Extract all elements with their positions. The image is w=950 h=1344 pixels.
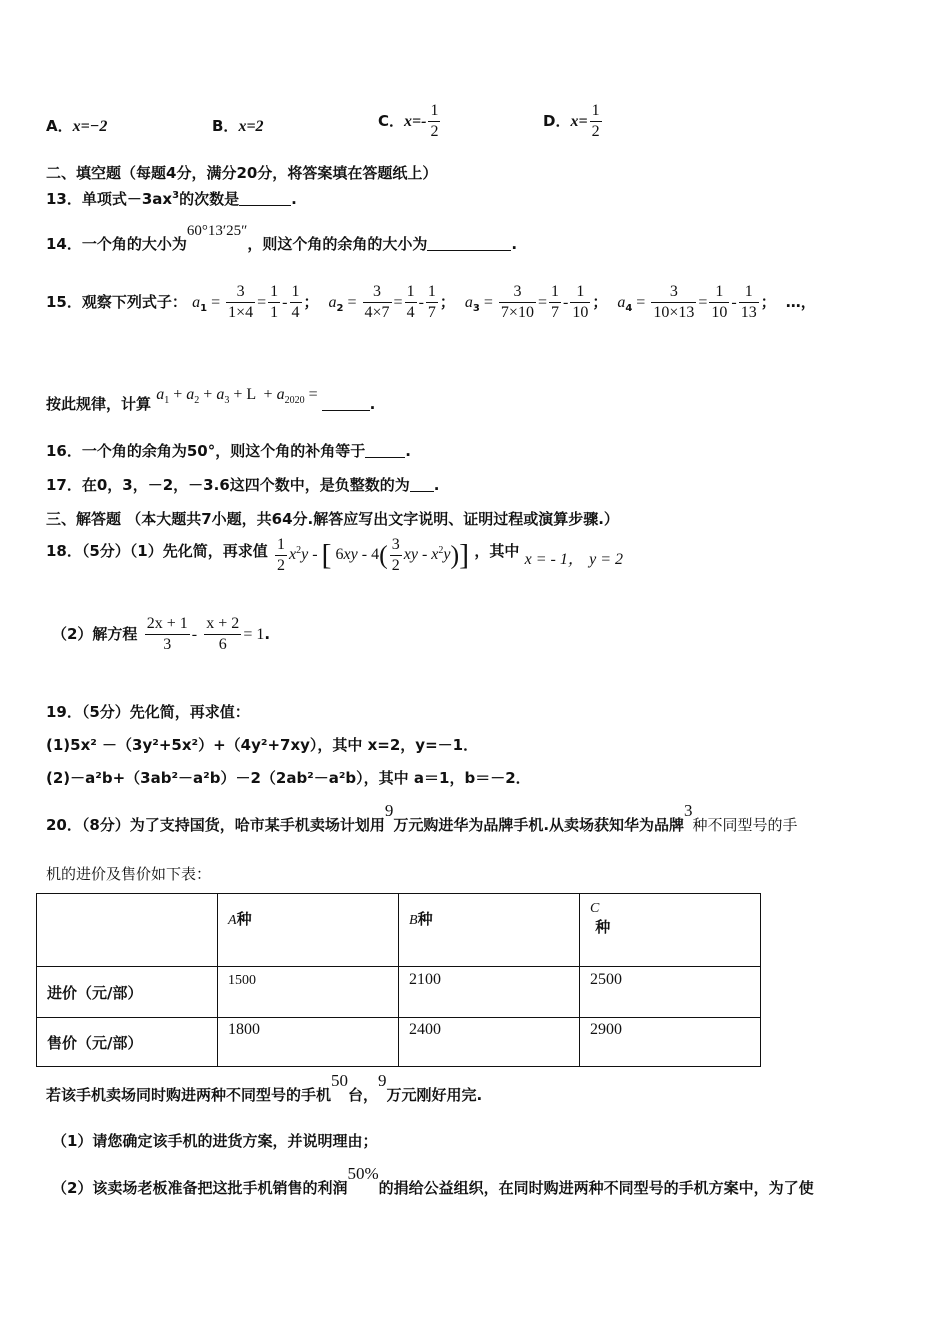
q15-answer-blank	[322, 396, 370, 411]
table-header-cell	[37, 894, 218, 967]
q15-term: $a_2$ = $\frac{3}{4\times 7}$ = $\frac{1}{4}$ - $\frac{1}{7}$ ；	[328, 283, 455, 321]
q15: 15．观察下列式子： $a_1$ = $\frac{3}{1\times 4}$ = $\frac{1}{1}$ - $\frac{1}{4}$ ； $a_2$ = $\frac{3}{4\times 7}$ = $\frac{1}{4}$ - $\frac{1}{7}$ ； $a_3$ = $\frac{3}{7\times 10}$ = $\frac{1}{7}$ - $\frac{1}{10}$ ； $a_4$ = $\frac{3}{10\times 13}$ = $\frac{1}{10}$ - $\frac{1}{13}$ ； …，	[46, 283, 816, 321]
q13-answer-blank	[239, 191, 291, 206]
table-cell: 进价（元/部）	[37, 967, 218, 1018]
table-header-cell: B种	[399, 894, 580, 967]
price-table	[36, 893, 761, 1067]
section2-title: 二、填空题（每题4分，满分20分，将答案填在答题纸上）	[46, 164, 438, 182]
q20-line1: 20．（8分）为了支持国货，哈市某手机卖场计划用9万元购进华为品牌手机.从卖场获知华为品牌3种不同型号的手	[46, 801, 798, 834]
q18-part1: 18．（5分）（1）先化简，再求值 $\frac{1}{2}$ $x^2y$ - [ 6xy - 4( $\frac{3}{2}$ xy - $x^2y$)] ，其中 x = - 1， y = 2	[46, 536, 624, 574]
q14: 14．一个角的大小为60°13′25″，则这个角的余角的大小为 .	[46, 223, 518, 253]
q13: 13．单项式$-3ax^3$的次数是 .	[46, 190, 297, 208]
option-d: D．x= $\frac{1}{2}$	[543, 102, 600, 140]
table-cell: 1500	[218, 967, 399, 1018]
q15-term: $a_4$ = $\frac{3}{10\times 13}$ = $\frac{1}{10}$ - $\frac{1}{13}$ ；	[617, 283, 776, 321]
q15-sum-expr: $a_1 + a_2 + a_3 + L + a_{2020}$ =	[156, 386, 322, 406]
q17: 17．在0，3，－2，－3.6这四个数中，是负整数的为 .	[46, 476, 440, 494]
q15-term: $a_3$ = $\frac{3}{7\times 10}$ = $\frac{1}{7}$ - $\frac{1}{10}$ ；	[464, 283, 608, 321]
table-header-cell: C 种	[580, 894, 761, 967]
section3-title: 三、解答题 （本大题共7小题，共64分.解答应写出文字说明、证明过程或演算步骤.）	[46, 510, 619, 528]
table-header-cell: A种	[218, 894, 399, 967]
q20-sub1: （1）请您确定该手机的进货方案，并说明理由；	[52, 1132, 378, 1150]
q14-answer-blank	[427, 236, 511, 251]
q16: 16．一个角的余角为50°，则这个角的补角等于 .	[46, 442, 411, 460]
q19-part2: (2)－a²b+（3ab²－a²b）－2（2ab²－a²b），其中 a＝1，b＝－2．	[46, 769, 531, 787]
table-cell: 2500	[580, 967, 761, 1018]
table-cell: 2400	[399, 1018, 580, 1067]
option-d-fraction: $\frac{1}{2}$	[591, 102, 600, 140]
q19-title: 19．（5分）先化简，再求值：	[46, 703, 250, 721]
option-a: A．x=−2	[46, 117, 108, 135]
q18-expression: $\frac{1}{2}$ $x^2y$ - [ 6xy - 4( $\frac{3}{2}$ xy - $x^2y$)]	[276, 536, 470, 574]
q15-term: $a_1$ = $\frac{3}{1\times 4}$ = $\frac{1}{1}$ - $\frac{1}{4}$ ；	[192, 283, 319, 321]
q19-part1: (1)5x² －（3y²+5x²）+（4y²+7xy），其中 x=2，y=－1．	[46, 736, 479, 754]
q20-line2: 机的进价及售价如下表：	[46, 865, 212, 883]
q20-sub2: （2）该卖场老板准备把这批手机销售的利润50%的捐给公益组织，在同时购进两种不同型号的手机方案中，为了使	[52, 1164, 814, 1197]
q18-eq-fraction2: $\frac{x + 2}{6}$	[206, 615, 240, 653]
option-c: C．x=- $\frac{1}{2}$	[378, 102, 439, 140]
table-header-row	[37, 894, 761, 967]
q16-answer-blank	[365, 443, 405, 458]
q17-answer-blank	[410, 477, 434, 492]
q20-after-table: 若该手机卖场同时购进两种不同型号的手机50台，9万元刚好用完.	[46, 1071, 483, 1104]
table-row	[37, 967, 761, 1018]
option-c-fraction: $\frac{1}{2}$	[430, 102, 439, 140]
option-b: B．x=2	[212, 117, 264, 135]
q15-line2: 按此规律，计算 $a_1 + a_2 + a_3 + L + a_{2020}$ = .	[46, 386, 376, 413]
q18-part2: （2）解方程 $\frac{2x + 1}{3}$ - $\frac{x + 2}{6}$ = 1.	[52, 615, 271, 653]
q18-eq-fraction1: $\frac{2x + 1}{3}$	[146, 615, 188, 653]
table-cell: 2100	[399, 967, 580, 1018]
table-cell: 1800	[218, 1018, 399, 1067]
table-cell: 2900	[580, 1018, 761, 1067]
table-cell: 售价（元/部）	[37, 1018, 218, 1067]
table-row	[37, 1018, 761, 1067]
